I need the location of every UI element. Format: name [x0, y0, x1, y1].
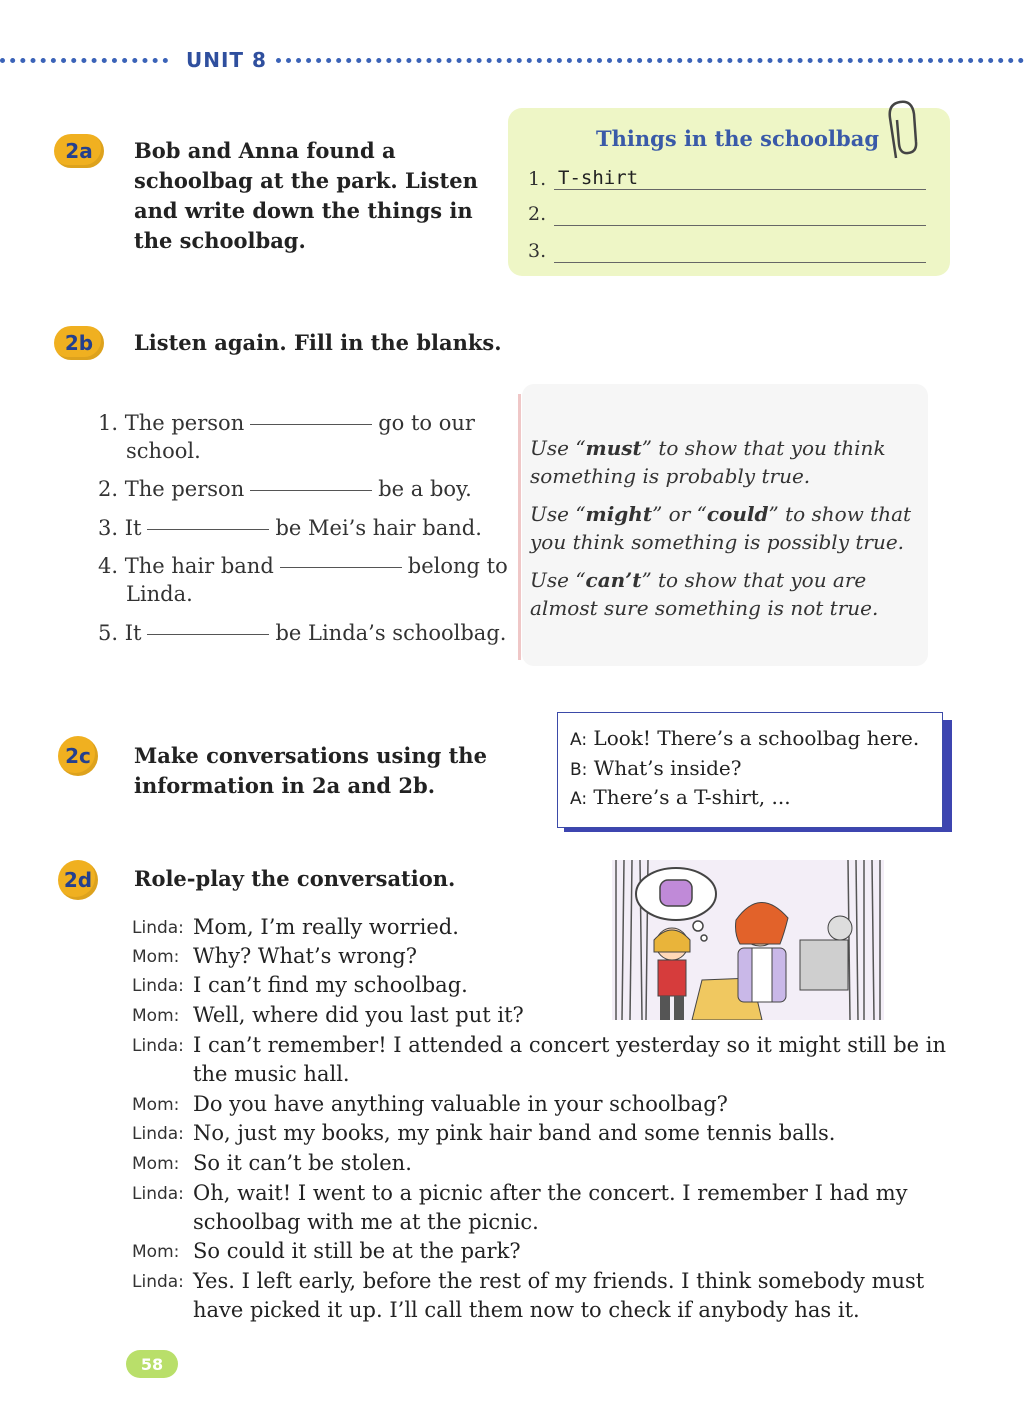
dialogue-line: have picked it up. I’ll call them now to check if anybody has it.: [193, 1298, 860, 1322]
conversation-line: [570, 726, 919, 750]
line-text: Look! There’s a schoolbag here.: [593, 726, 920, 750]
item-text: The person: [124, 411, 245, 435]
tip-text: Use “: [530, 568, 586, 592]
line-text: What’s inside?: [593, 756, 742, 780]
dialogue-line: No, just my books, my pink hair band and some tennis balls.: [193, 1121, 836, 1145]
note-item-number: 3.: [528, 240, 547, 262]
note-answer-line: [554, 189, 926, 190]
speaker-label: Linda:: [132, 1036, 184, 1056]
note-item-number: 1.: [528, 168, 547, 190]
section-badge-2c: 2c: [58, 736, 98, 776]
dialogue-line: I can’t find my schoolbag.: [193, 973, 468, 997]
speaker-label: Mom:: [132, 947, 180, 967]
item-text: It: [124, 516, 142, 540]
speaker-label: Mom:: [132, 1154, 180, 1174]
item-text: be a boy.: [378, 477, 472, 501]
item-text: be Linda’s schoolbag.: [275, 621, 507, 645]
unit-title: UNIT 8: [186, 48, 267, 72]
section-badge-2b: 2b: [54, 326, 104, 360]
dialogue-line: Well, where did you last put it?: [193, 1003, 524, 1027]
speaker-label: Mom:: [132, 1242, 180, 1262]
fill-blank-item-1: [98, 409, 475, 437]
speaker-label: Mom:: [132, 1006, 180, 1026]
instruction-2b: Listen again. Fill in the blanks.: [134, 330, 502, 355]
item-text: The person: [124, 477, 245, 501]
dialogue-line: Yes. I left early, before the rest of my friends. I think somebody must: [193, 1269, 925, 1293]
answer-blank[interactable]: [147, 529, 269, 530]
speaker-label: A:: [570, 730, 588, 750]
tip-text: you think something is possibly true.: [530, 530, 905, 554]
instruction-2c: [134, 741, 487, 801]
tip-keyword: might: [585, 502, 653, 526]
item-number: 4.: [98, 554, 119, 578]
fill-blank-item-5: [98, 619, 506, 647]
instruction-2a-line: the schoolbag.: [134, 228, 306, 253]
speaker-label: Linda:: [132, 1272, 184, 1292]
dialogue-line: Do you have anything valuable in your schoolbag?: [193, 1092, 728, 1116]
answer-blank[interactable]: [250, 490, 372, 491]
tip-text: almost sure something is not true.: [530, 596, 879, 620]
note-answer-line[interactable]: [554, 262, 926, 263]
answer-blank[interactable]: [250, 424, 372, 425]
header-dotted-line-right: [276, 58, 1024, 63]
fill-blank-item-4: [98, 552, 508, 580]
tip-text: ” to show that you are: [641, 568, 867, 592]
tip-text: Use “: [530, 502, 586, 526]
dialogue-line: the music hall.: [193, 1062, 350, 1086]
item-text: go to our: [378, 411, 475, 435]
answer-blank[interactable]: [280, 567, 402, 568]
instruction-2a: [134, 136, 478, 256]
paperclip-icon: [886, 98, 920, 162]
dialogue-line: So it can’t be stolen.: [193, 1151, 412, 1175]
fill-blank-item-2: [98, 475, 472, 503]
item-text: be Mei’s hair band.: [275, 516, 482, 540]
speaker-label: Linda:: [132, 1184, 184, 1204]
tip-might-could: [530, 500, 920, 556]
speaker-label: Linda:: [132, 1124, 184, 1144]
instruction-2a-line: schoolbag at the park. Listen: [134, 168, 478, 193]
dialogue-line: I can’t remember! I attended a concert yesterday so it might still be in: [193, 1033, 947, 1057]
tip-divider: [518, 394, 521, 660]
instruction-2c-line: information in 2a and 2b.: [134, 773, 436, 798]
page-number: 58: [126, 1350, 178, 1378]
tip-keyword: can’t: [585, 568, 642, 592]
tip-text: something is probably true.: [530, 464, 811, 488]
item-number: 1.: [98, 411, 119, 435]
instruction-2a-line: Bob and Anna found a: [134, 138, 396, 163]
line-text: There’s a T-shirt, ...: [593, 785, 791, 809]
tip-text: ” to show that: [768, 502, 912, 526]
note-item-answer: T-shirt: [558, 167, 639, 189]
dialogue-line: So could it still be at the park?: [193, 1239, 521, 1263]
note-item-number: 2.: [528, 203, 547, 225]
dialogue-line: Oh, wait! I went to a picnic after the concert. I remember I had my: [193, 1181, 908, 1205]
speaker-label: Mom:: [132, 1095, 180, 1115]
tip-cant: [530, 566, 920, 622]
header-dotted-line-left: [0, 58, 168, 63]
section-badge-2a: 2a: [54, 134, 104, 168]
tip-keyword: must: [585, 436, 642, 460]
answer-blank[interactable]: [147, 634, 269, 635]
conversation-line: [570, 756, 741, 780]
speaker-label: A:: [570, 789, 588, 809]
mom-and-linda-illustration: [612, 860, 884, 1020]
item-text: The hair band: [124, 554, 274, 578]
instruction-2d: Role-play the conversation.: [134, 866, 456, 891]
speaker-label: Linda:: [132, 976, 184, 996]
dialogue-line: schoolbag with me at the picnic.: [193, 1210, 539, 1234]
dialogue-line: Mom, I’m really worried.: [193, 915, 459, 939]
item-number: 2.: [98, 477, 119, 501]
tip-text: ” to show that you think: [641, 436, 886, 460]
speaker-label: B:: [570, 760, 588, 780]
section-badge-2d: 2d: [58, 860, 98, 900]
item-text: belong to: [407, 554, 508, 578]
speaker-label: Linda:: [132, 918, 184, 938]
tip-text: ” or “: [652, 502, 707, 526]
item-number: 5.: [98, 621, 119, 645]
item-text: It: [124, 621, 142, 645]
instruction-2a-line: and write down the things in: [134, 198, 473, 223]
dialogue-line: Why? What’s wrong?: [193, 944, 417, 968]
fill-blank-item-3: [98, 514, 482, 542]
fill-blank-item-1-cont: school.: [126, 439, 201, 463]
note-answer-line[interactable]: [554, 225, 926, 226]
tip-keyword: could: [706, 502, 769, 526]
item-number: 3.: [98, 516, 119, 540]
notepad-title: Things in the schoolbag: [596, 126, 879, 151]
instruction-2c-line: Make conversations using the: [134, 743, 487, 768]
fill-blank-item-4-cont: Linda.: [126, 582, 193, 606]
tip-text: Use “: [530, 436, 586, 460]
conversation-line: [570, 785, 791, 809]
tip-must: [530, 434, 920, 490]
